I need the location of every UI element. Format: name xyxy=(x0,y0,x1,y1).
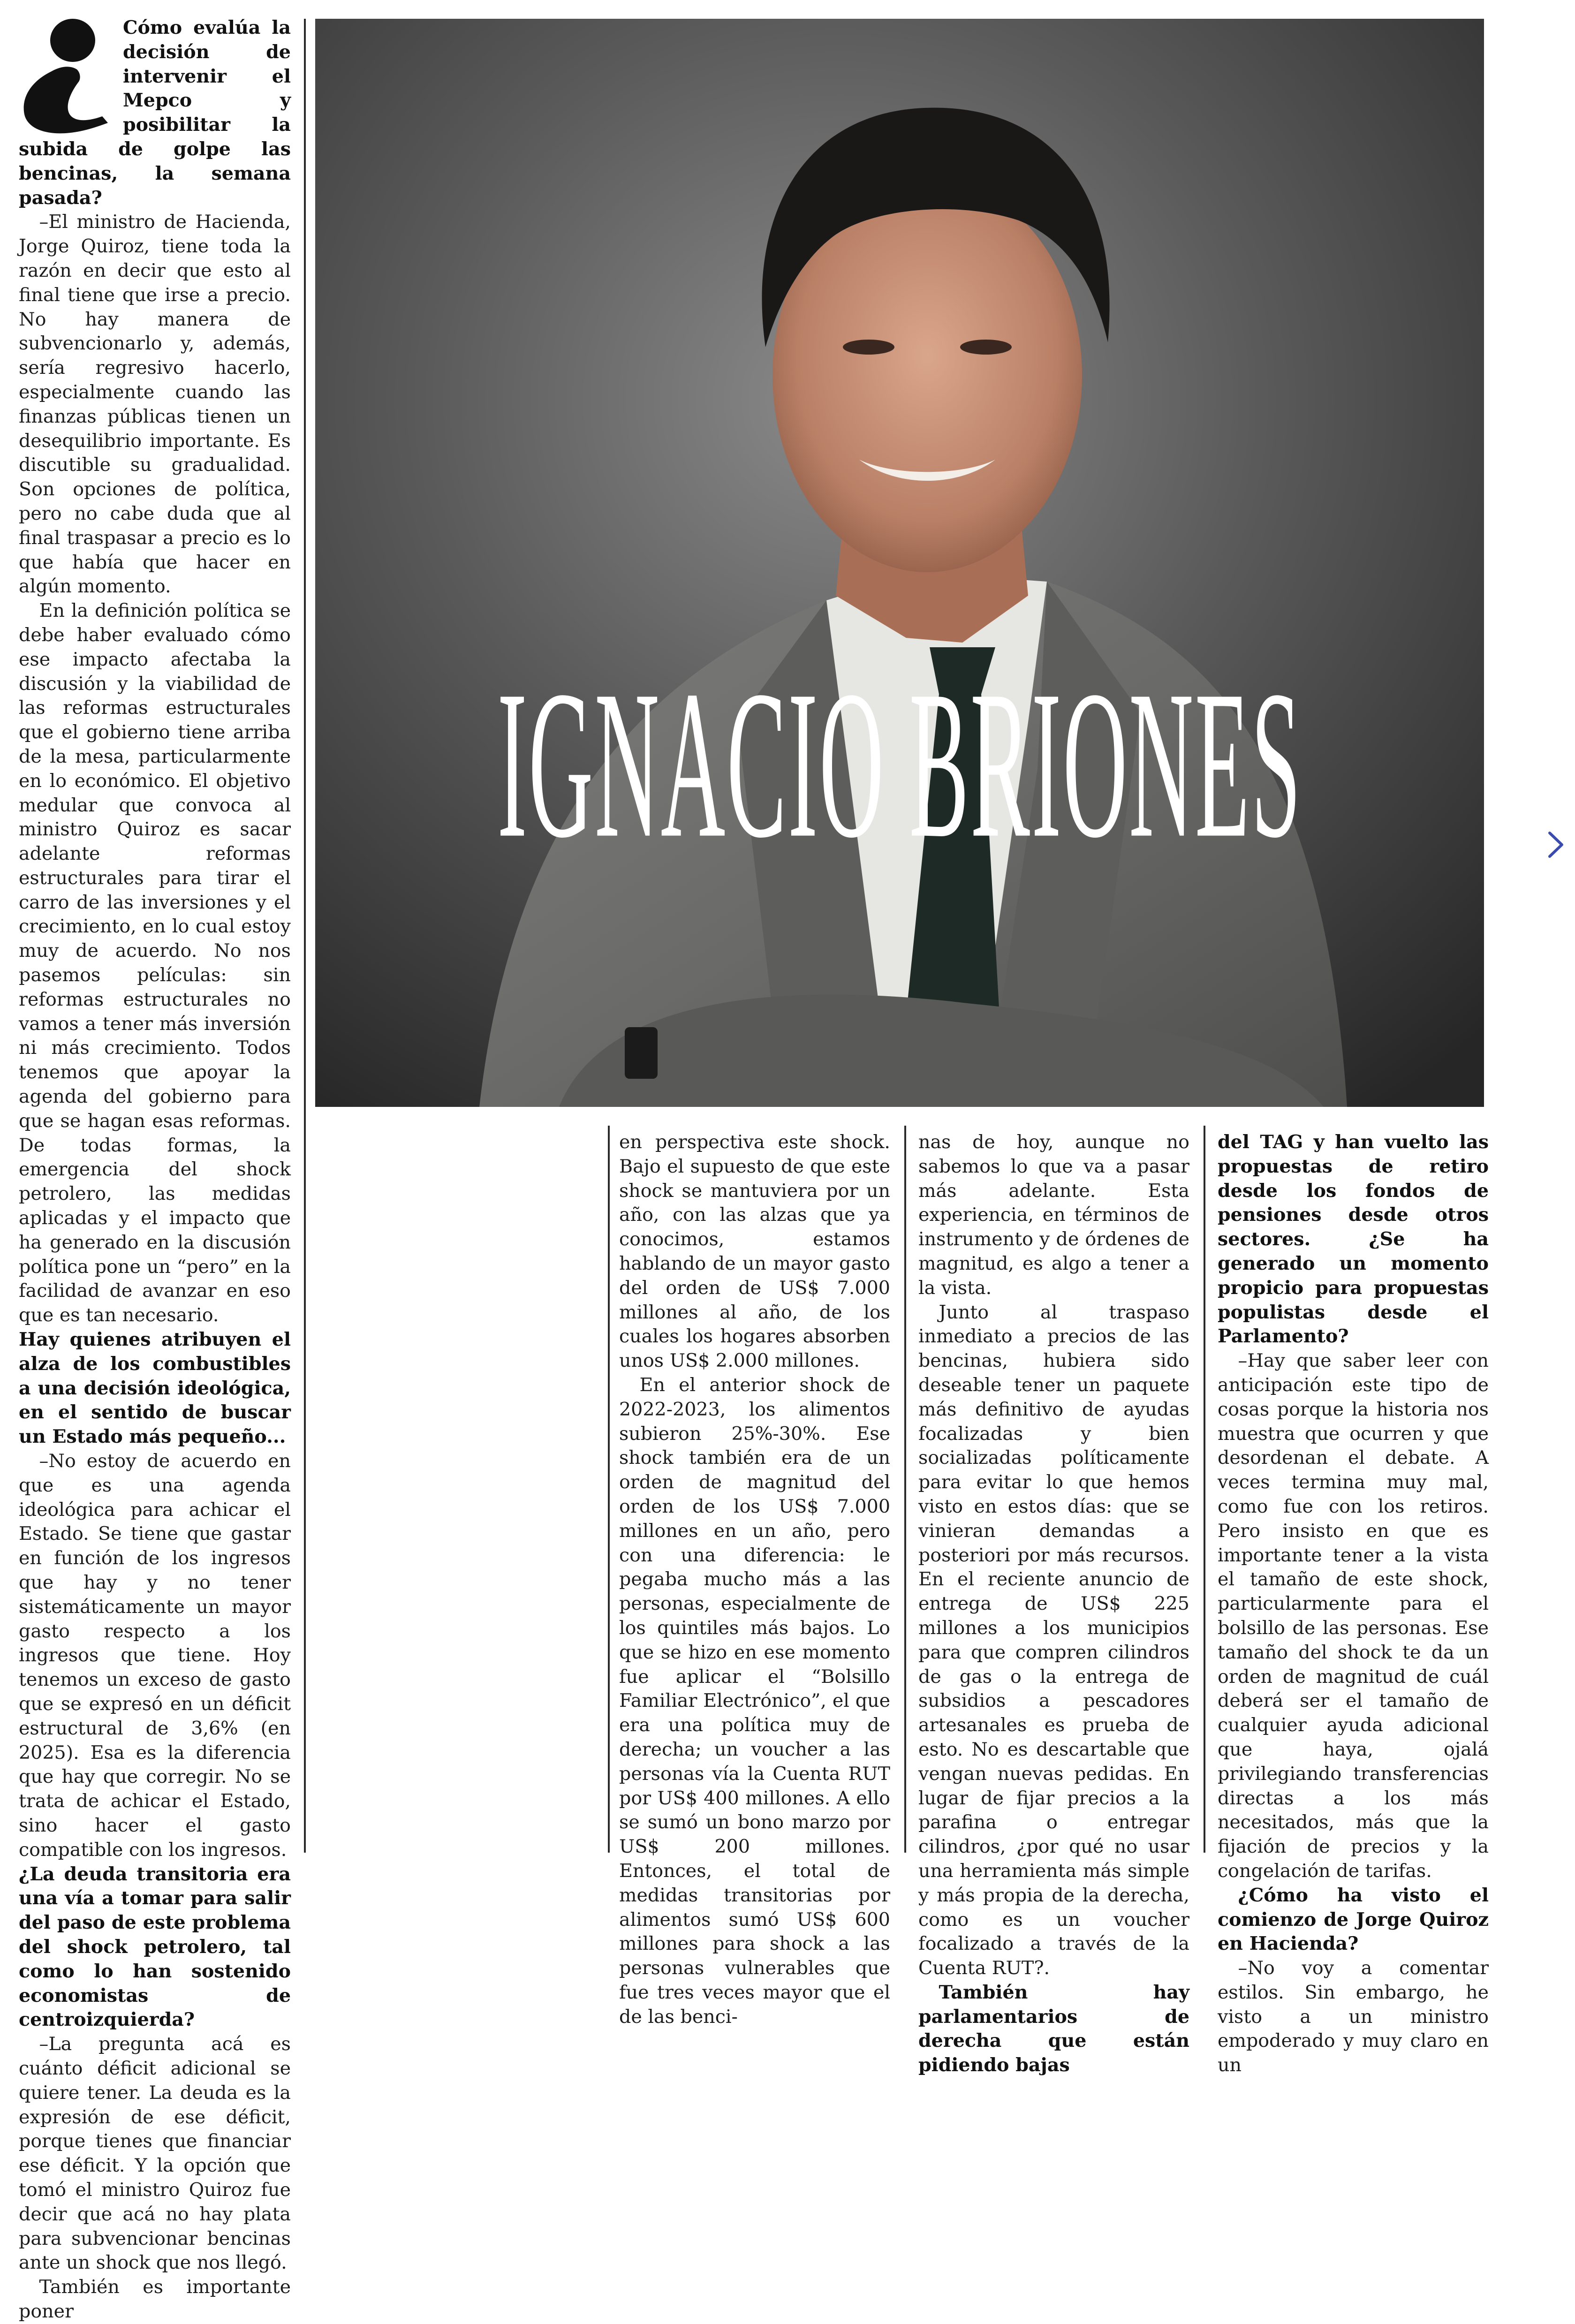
chevron-right-icon[interactable] xyxy=(1544,828,1567,861)
question-paragraph: Hay quienes atribuyen el alza de los combustibles a una decisión ideológica, en el sentido de buscar un Estado más pequeño... xyxy=(19,1329,291,1448)
portrait-photo xyxy=(315,19,1484,1107)
answer-paragraph: También es importante poner xyxy=(19,2276,291,2322)
answer-paragraph: nas de hoy, aunque no sabemos lo que va a pasar más adelante. Esta experiencia, en términos de instrumento y de órdenes de magnitud, es algo a tener a la vista. xyxy=(918,1131,1189,1299)
column-3 xyxy=(918,1130,1189,2076)
column-divider xyxy=(608,1126,610,1853)
question-paragraph: del TAG y han vuelto las propuestas de retiro desde los fondos de pensiones desde otros sectores. ¿Se ha generado un momento propicio para propuestas populistas desde el Parlamento? xyxy=(1218,1131,1489,1347)
question-paragraph: ¿Cómo ha visto el comienzo de Jorge Quiroz en Hacienda? xyxy=(1218,1884,1489,1955)
answer-paragraph: –No estoy de acuerdo en que es una agenda ideológica para achicar el Estado. Se tiene que gastar en función de los ingresos que hay y no tener sistemáticamente un mayor gasto respecto a los ingresos que tiene. Hoy tenemos un exceso de gasto que se expresó en un déficit estructural de 3,6% (en 2025). Esa es la diferencia que hay que corregir. No se trata de achicar el Estado, sino hacer el gasto compatible con los ingresos. xyxy=(19,1450,291,1861)
answer-paragraph: En el anterior shock de 2022-2023, los alimentos subieron 25%-30%. Ese shock también era de un orden de magnitud del orden de los US$ 7.000 millones en un año, pero con una diferencia: le pegaba mucho más a las personas, especialmente de los quintiles más bajos. Lo que se hizo en ese momento fue aplicar el “Bolsillo Familiar Electrónico”, el que era una política muy de derecha; un voucher a las personas vía la Cuenta RUT por US$ 400 millones. A ello se sumó un bono marzo por US$ 200 millones. Entonces, el total de medidas transitorias por alimentos sumó US$ 600 millones para shock a las personas vulnerables que fue tres veces mayor que el de las benci- xyxy=(619,1374,890,2028)
column-divider xyxy=(1204,1126,1205,1853)
answer-paragraph: –La pregunta acá es cuánto déficit adicional se quiere tener. La deuda es la expresión de ese déficit, porque tienes que financiar ese déficit. Y la opción que tomó el ministro Quiroz fue decir que acá no hay plata para subvencionar bencinas ante un shock que nos llegó. xyxy=(19,2033,291,2274)
question-paragraph: También hay parlamentarios de derecha que están pidiendo bajas xyxy=(918,1981,1189,2076)
column-1 xyxy=(19,16,291,2322)
column-4 xyxy=(1218,1130,1489,2076)
lead-question: Cómo evalúa la decisión de intervenir el Mepco y posibilitar la subida de golpe las bencinas, la semana pasada? xyxy=(19,17,291,209)
answer-paragraph: En la definición política se debe haber evaluado cómo ese impacto afectaba la discusión y la viabilidad de las reformas estructurales que el gobierno tiene arriba de la mesa, particularmente en lo económico. El objetivo medular que convoca al ministro Quiroz es sacar adelante reformas estructurales para tirar el carro de las inversiones y el crecimiento, en lo cual estoy muy de acuerdo. No nos pasemos películas: sin reformas estructurales no vamos a tener más inversión ni más crecimiento. Todos tenemos que apoyar la agenda del gobierno para que se hagan esas reformas. De todas formas, la emergencia del shock petrolero, las medidas aplicadas y el impacto que ha generado en la discusión política pone un “pero” en la facilidad de avanzar en eso que es tan necesario. xyxy=(19,600,291,1326)
answer-paragraph: –Hay que saber leer con anticipación este tipo de cosas porque la historia nos muestra que ocurren y que desordenan el debate. A veces termina muy mal, como fue con los retiros. Pero insisto en que es importante tener a la vista el tamaño de este shock, particularmente para el bolsillo de las personas. Ese tamaño del shock te da un orden de magnitud de cuál deberá ser el tamaño de cualquier ayuda adicional que haya, ojalá privilegiando transferencias directas a los más necesitados, más que la fijación de precios y la congelación de tarifas. xyxy=(1218,1350,1489,1882)
drop-question-mark-icon xyxy=(19,16,117,134)
answer-paragraph: –El ministro de Hacienda, Jorge Quiroz, tiene toda la razón en decir que esto al final tiene que irse a precio. No hay manera de subvencionarlo y, además, sería regresivo hacerlo, especialmente cuando las finanzas públicas tienen un desequilibrio importante. Es discutible su gradualidad. Son opciones de política, pero no cabe duda que al final traspasar a precio es lo que había que hacer en algún momento. xyxy=(19,211,291,598)
answer-paragraph: Junto al traspaso inmediato a precios de las bencinas, hubiera sido deseable tener un paquete más definitivo de ayudas focalizadas y bien socializadas políticamente para evitar lo que hemos visto en estos días: que se vinieran demandas a posteriori por más recursos. En el reciente anuncio de entrega de US$ 225 millones a los municipios para que compren cilindros de gas o la entrega de subsidios a pescadores artesanales es prueba de esto. No es descartable que vengan nuevas pedidas. En lugar de fijar precios a la parafina o entregar cilindros, ¿por qué no usar una herramienta más simple y más propia de la derecha, como es un voucher focalizado a través de la Cuenta RUT?. xyxy=(918,1301,1189,1979)
question-paragraph: ¿La deuda transitoria era una vía a tomar para salir del paso de este problema del shock petrolero, tal como lo han sostenido economistas de centroizquierda? xyxy=(19,1863,291,2031)
answer-paragraph: –No voy a comentar estilos. Sin embargo, he visto a un ministro empoderado y muy claro en un xyxy=(1218,1957,1489,2076)
column-divider xyxy=(904,1126,906,1853)
answer-paragraph: en perspectiva este shock. Bajo el supuesto de que este shock se mantuviera por un año, con las alzas que ya conocimos, estamos hablando de un mayor gasto del orden de US$ 7.000 millones al año, de los cuales los hogares absorben unos US$ 2.000 millones. xyxy=(619,1131,890,1372)
headline-text: IGNACIO BRIONES xyxy=(497,646,1302,882)
column-divider xyxy=(304,19,306,1853)
column-2 xyxy=(619,1130,890,2028)
